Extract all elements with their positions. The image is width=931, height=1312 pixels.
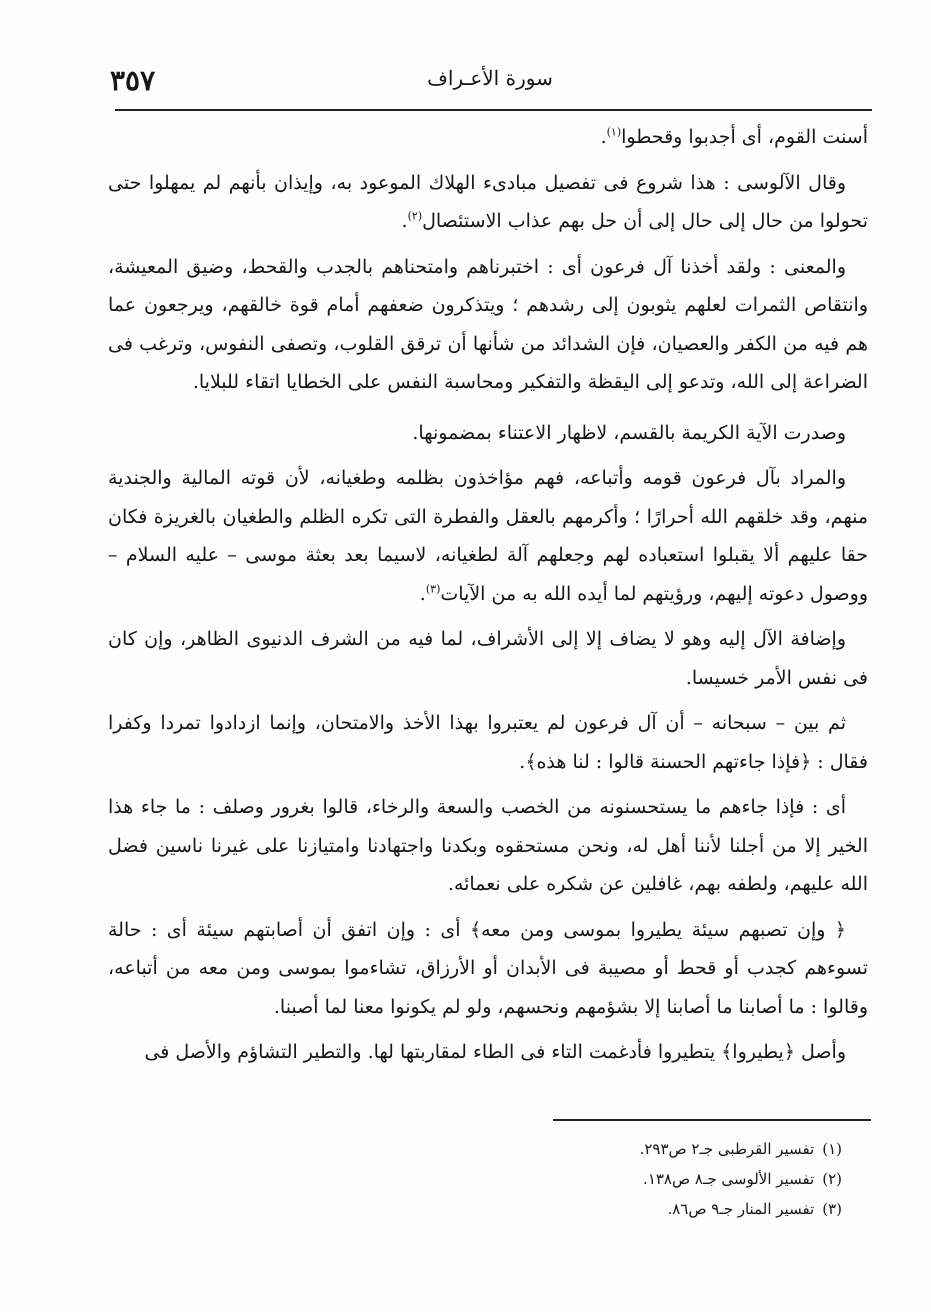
paragraph-4: وصدرت الآية الكريمة بالقسم، لاظهار الاعتناء بمضمونها. — [412, 421, 846, 444]
surah-title: سورة الأعـراف — [427, 66, 553, 90]
footnote-text: تفسير المنار جـ٩ ص٨٦. — [667, 1200, 815, 1218]
footnote-number: (٣) — [822, 1200, 842, 1218]
paragraph-2: وقال الآلوسى : هذا شروع فى تفصيل مبادىء الهلاك الموعود به، وإيذان بأنهم لم يمهلوا حتى تحولوا من حال إلى حال إلى أن حل بهم عذاب الاستئصال$^{(٢)}$. — [108, 171, 868, 232]
paragraph-7: ثم بين – سبحانه – أن آل فرعون لم يعتبروا بهذا الأخذ والامتحان، وإنما ازدادوا تمردا وكفرا فقال : ﴿فإذا جاءتهم الحسنة قالوا : لنا هذه﴾. — [108, 712, 868, 773]
body-text — [108, 118, 868, 1079]
footnote-1 — [500, 1134, 842, 1164]
footnote-ref-2[interactable]: (٢) — [407, 209, 423, 223]
paragraph-9: ﴿ وإن تصبهم سيئة يطيروا بموسى ومن معه﴾ أى : وإن اتفق أن أصابتهم سيئة أى : حالة تسوءهم كجدب أو قحط أو مصيبة فى الأبدان أو الأرزاق، تشاءموا بموسى ومن معه من أتباعه، وقالوا : ما أصابنا ما أصابنا إلا بشؤمهم ونحسهم، ولو لم يكونوا معنا لما أصبنا. — [108, 918, 868, 1018]
paragraph-10: وأصل ﴿يطيروا﴾ يتطيروا فأدغمت التاء فى الطاء لمقاربتها لها. والتطير التشاؤم والأصل فى — [144, 1041, 846, 1063]
footnote-text: تفسير الألوسى جـ٨ ص١٣٨. — [643, 1170, 815, 1188]
footnote-3 — [500, 1194, 842, 1224]
header-divider — [115, 109, 872, 111]
footnote-ref-1[interactable]: (١) — [606, 125, 622, 139]
paragraph-8: أى : فإذا جاءهم ما يستحسنونه من الخصب والسعة والرخاء، قالوا بغرور وصلف : ما جاء هذا الخير إلا من أجلنا لأننا أهل له، ونحن مستحقوه وبكدنا واجتهادنا وامتيازنا على غيرنا ناسين فضل الله عليهم، ولطفه بهم، غافلين عن شكره على نعمائه. — [108, 796, 868, 895]
paragraph-6: وإضافة الآل إليه وهو لا يضاف إلا إلى الأشراف، لما فيه من الشرف الدنيوى الظاهر، وإن كان فى نفس الأمر خسيسا. — [108, 628, 868, 689]
footnote-ref-3[interactable]: (٣) — [425, 582, 441, 596]
footnote-divider — [553, 1119, 871, 1121]
footnotes — [500, 1134, 842, 1224]
paragraph-3: والمعنى : ولقد أخذنا آل فرعون أى : اختبرناهم وامتحناهم بالجدب والقحط، وضيق المعيشة، وانتقاص الثمرات لعلهم يثوبون إلى رشدهم ؛ ويتذكرون ضعفهم أمام قوة خالقهم، ويرجعون عما هم فيه من الكفر والعصيان، فإن الشدائد من شأنها أن ترقق القلوب، وتصفى النفوس، وترغب فى الضراعة إلى الله، وتدعو إلى اليقظة والتفكير ومحاسبة النفس على الخطايا اتقاء للبلايا. — [108, 255, 868, 393]
footnote-number: (١) — [822, 1140, 842, 1158]
page-number: ٣٥٧ — [110, 64, 156, 97]
footnote-number: (٢) — [822, 1170, 842, 1188]
footnote-2 — [500, 1164, 842, 1194]
paragraph-5: والمراد بآل فرعون قومه وأتباعه، فهم مؤاخذون بظلمه وطغيانه، لأن قوته المالية والجندية منهم، وقد خلقهم الله أحرارًا ؛ وأكرمهم بالعقل والفطرة التى تكره الظلم والطغيان بالغريزة فكان حقا عليهم ألا يقبلوا استعباده لهم وجعلهم آلة لطغيانه، لاسيما بعد بعثة موسى – عليه السلام – ووصول دعوته إليهم، ورؤيتهم لما أيده الله به من الآيات$^{(٣)}$. — [108, 467, 868, 605]
paragraph-1: أسنت القوم، أى أجدبوا وقحطوا$^{(١)}$. — [600, 125, 868, 148]
page-header — [110, 62, 870, 102]
footnote-text: تفسير القرطبى جـ٢ ص٢٩٣. — [639, 1140, 815, 1158]
